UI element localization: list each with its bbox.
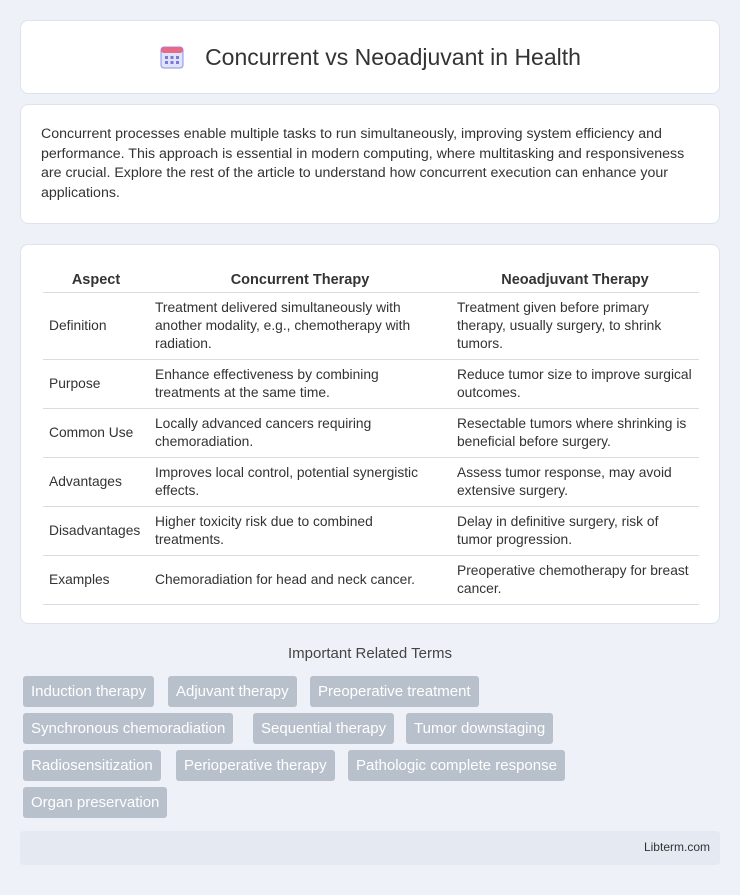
column-header: Concurrent Therapy [149, 265, 451, 293]
table-row [43, 360, 699, 409]
aspect-cell: Purpose [43, 360, 149, 409]
footer-link[interactable]: Libterm.com [643, 840, 710, 854]
term-tag[interactable]: Radiosensitization [23, 750, 161, 781]
aspect-cell: Common Use [43, 409, 149, 458]
related-terms-title: Important Related Terms [288, 645, 452, 662]
concurrent-cell: Improves local control, potential synergistic effects. [149, 458, 451, 507]
table-row [43, 409, 699, 458]
aspect-cell: Examples [43, 556, 149, 605]
table-row [43, 507, 699, 556]
page-title: Concurrent vs Neoadjuvant in Health [205, 43, 581, 70]
header-card [20, 20, 720, 94]
table-row [43, 458, 699, 507]
term-tag[interactable]: Preoperative treatment [310, 676, 479, 707]
term-tag[interactable]: Sequential therapy [253, 713, 394, 744]
footer [20, 831, 720, 865]
intro-card [20, 104, 720, 224]
term-tag[interactable]: Tumor downstaging [406, 713, 553, 744]
table-header-row [43, 265, 699, 293]
table-row [43, 556, 699, 605]
neoadjuvant-cell: Reduce tumor size to improve surgical outcomes. [451, 360, 699, 409]
neoadjuvant-cell: Resectable tumors where shrinking is beneficial before surgery. [451, 409, 699, 458]
concurrent-cell: Treatment delivered simultaneously with another modality, e.g., chemotherapy with radiation. [149, 293, 451, 360]
neoadjuvant-cell: Preoperative chemotherapy for breast cancer. [451, 556, 699, 605]
term-tag[interactable]: Organ preservation [23, 787, 167, 818]
concurrent-cell: Chemoradiation for head and neck cancer. [149, 556, 451, 605]
neoadjuvant-cell: Treatment given before primary therapy, usually surgery, to shrink tumors. [451, 293, 699, 360]
column-header: Aspect [43, 265, 149, 293]
term-tag[interactable]: Adjuvant therapy [168, 676, 297, 707]
aspect-cell: Disadvantages [43, 507, 149, 556]
term-tag[interactable]: Synchronous chemoradiation [23, 713, 233, 744]
neoadjuvant-cell: Delay in definitive surgery, risk of tumor progression. [451, 507, 699, 556]
aspect-cell: Advantages [43, 458, 149, 507]
aspect-cell: Definition [43, 293, 149, 360]
intro-text: Concurrent processes enable multiple tasks to run simultaneously, improving system efficiency and performance. This approach is essential in modern computing, where multitasking and responsiveness are crucial. Explore the rest of the article to understand how concurrent execution can enhance your applications. [41, 126, 685, 201]
term-tag[interactable]: Pathologic complete response [348, 750, 565, 781]
column-header: Neoadjuvant Therapy [451, 265, 699, 293]
term-tag[interactable]: Induction therapy [23, 676, 154, 707]
term-tag[interactable]: Perioperative therapy [176, 750, 335, 781]
comparison-table [43, 265, 699, 605]
concurrent-cell: Locally advanced cancers requiring chemoradiation. [149, 409, 451, 458]
calendar-icon [159, 44, 185, 70]
comparison-table-card [20, 244, 720, 624]
concurrent-cell: Enhance effectiveness by combining treatments at the same time. [149, 360, 451, 409]
neoadjuvant-cell: Assess tumor response, may avoid extensive surgery. [451, 458, 699, 507]
table-row [43, 293, 699, 360]
concurrent-cell: Higher toxicity risk due to combined treatments. [149, 507, 451, 556]
